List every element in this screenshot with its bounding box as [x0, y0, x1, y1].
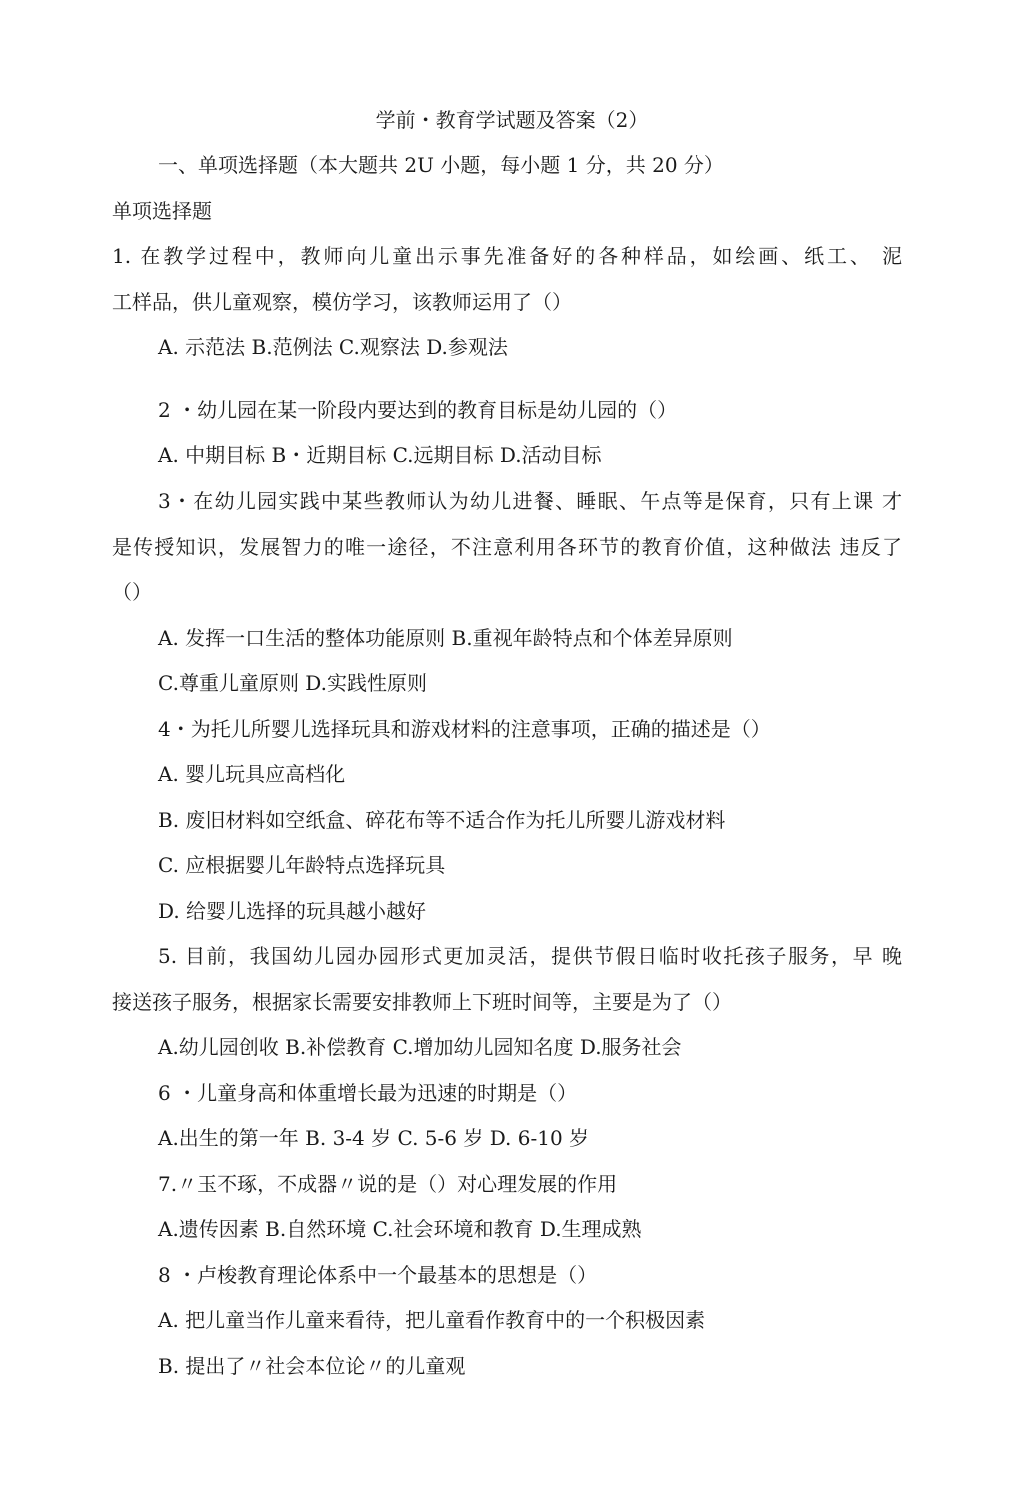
document-title: 学前・教育学试题及答案（2）	[375, 108, 649, 132]
q3-options-line-1: A. 发挥一口生活的整体功能原则 B.重视年龄特点和个体差异原则	[158, 626, 733, 650]
q4-option-d: D. 给婴儿选择的玩具越小越好	[158, 899, 427, 923]
q5-stem-line-1: 5. 目前，我国幼儿园办园形式更加灵活，提供节假日临时收托孩子服务，早 晚	[158, 944, 902, 968]
q2-stem: 2 ・幼儿园在某一阶段内要达到的教育目标是幼儿园的（）	[158, 398, 678, 422]
section-subheading: 单项选择题	[112, 199, 212, 223]
q8-option-a: A. 把儿童当作儿童来看待，把儿童看作教育中的一个积极因素	[158, 1308, 706, 1332]
q2-options: A. 中期目标 B・近期目标 C.远期目标 D.活动目标	[158, 443, 602, 467]
q7-stem: 7.〃玉不琢，不成器〃说的是（）对心理发展的作用	[158, 1172, 618, 1196]
q6-options: A.出生的第一年 B. 3-4 岁 C. 5-6 岁 D. 6-10 岁	[158, 1126, 590, 1150]
q1-stem-line-1: 1. 在教学过程中，教师向儿童出示事先准备好的各种样品，如绘画、纸工、 泥	[112, 244, 902, 268]
q4-option-a: A. 婴儿玩具应高档化	[158, 762, 346, 786]
q1-stem-line-2: 工样品，供儿童观察，模仿学习，该教师运用了（）	[112, 290, 572, 314]
q3-stem-line-1: 3・在幼儿园实践中某些教师认为幼儿进餐、睡眠、午点等是保育，只有上课 才	[158, 489, 902, 513]
q8-option-b: B. 提出了〃社会本位论〃的儿童观	[158, 1354, 466, 1378]
q4-stem: 4・为托儿所婴儿选择玩具和游戏材料的注意事项，正确的描述是（）	[158, 717, 771, 741]
q3-options-line-2: C.尊重儿童原则 D.实践性原则	[158, 671, 427, 695]
q3-stem-line-3: （）	[112, 580, 152, 604]
q1-options: A. 示范法 B.范例法 C.观察法 D.参观法	[158, 335, 508, 359]
q6-stem: 6 ・儿童身高和体重增长最为迅速的时期是（）	[158, 1081, 578, 1105]
q7-options: A.遗传因素 B.自然环境 C.社会环境和教育 D.生理成熟	[158, 1217, 642, 1241]
q3-stem-line-2: 是传授知识，发展智力的唯一途径，不注意利用各环节的教育价值，这种做法 违反了	[112, 535, 902, 559]
q8-stem: 8 ・卢梭教育理论体系中一个最基本的思想是（）	[158, 1263, 598, 1287]
q5-stem-line-2: 接送孩子服务，根据家长需要安排教师上下班时间等，主要是为了（）	[112, 990, 732, 1014]
q4-option-b: B. 废旧材料如空纸盒、碎花布等不适合作为托儿所婴儿游戏材料	[158, 808, 726, 832]
q5-options: A.幼儿园创收 B.补偿教育 C.增加幼儿园知名度 D.服务社会	[158, 1035, 682, 1059]
q4-option-c: C. 应根据婴儿年龄特点选择玩具	[158, 853, 446, 877]
section-heading: 一、单项选择题（本大题共 2U 小题，每小题 1 分，共 20 分）	[158, 153, 724, 177]
